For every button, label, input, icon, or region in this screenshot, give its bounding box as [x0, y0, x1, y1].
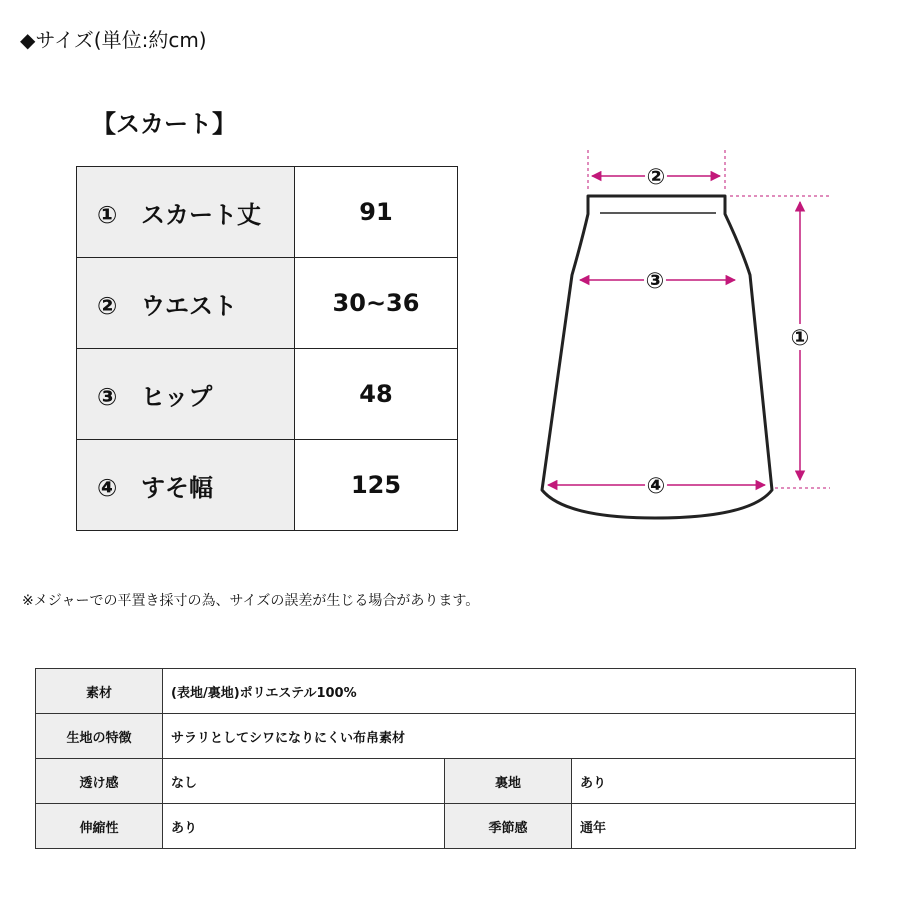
size-table [76, 166, 458, 531]
size-label-cell [77, 349, 295, 440]
material-label: 素材 [36, 669, 163, 714]
lining-label: 裏地 [445, 759, 572, 804]
size-number: ③ [97, 382, 118, 411]
size-label: すそ幅 [141, 473, 213, 502]
skirt-diagram [520, 140, 840, 530]
size-value: 30~36 [295, 258, 458, 349]
lining-value: あり [572, 759, 856, 804]
hip-marker: ③ [645, 269, 665, 294]
measurement-note: ※メジャーでの平置き採寸の為、サイズの誤差が生じる場合があります。 [22, 593, 480, 609]
size-number: ① [97, 200, 118, 229]
info-row [36, 804, 856, 849]
size-row [77, 349, 458, 440]
season-value: 通年 [572, 804, 856, 849]
page-heading: ◆サイズ(単位:約cm) [20, 28, 207, 52]
size-number: ④ [97, 473, 118, 502]
waist-marker: ② [646, 165, 666, 190]
size-label: ウエスト [141, 291, 237, 320]
stretch-label: 伸縮性 [36, 804, 163, 849]
length-marker: ① [790, 326, 810, 351]
size-value: 91 [295, 167, 458, 258]
material-value: (表地/裏地)ポリエステル100% [163, 669, 856, 714]
info-table [35, 668, 856, 849]
size-label-cell [77, 258, 295, 349]
size-row [77, 167, 458, 258]
size-value: 125 [295, 440, 458, 531]
info-row [36, 714, 856, 759]
size-number: ② [97, 291, 118, 320]
info-row [36, 759, 856, 804]
hem-marker: ④ [646, 474, 666, 499]
stretch-value: あり [163, 804, 445, 849]
info-row [36, 669, 856, 714]
texture-label: 生地の特徴 [36, 714, 163, 759]
skirt-outline [542, 196, 772, 518]
size-row [77, 258, 458, 349]
section-title: 【スカート】 [92, 110, 236, 138]
season-label: 季節感 [445, 804, 572, 849]
size-label-cell [77, 440, 295, 531]
texture-value: サラリとしてシワになりにくい布帛素材 [163, 714, 856, 759]
size-row [77, 440, 458, 531]
sheer-label: 透け感 [36, 759, 163, 804]
size-value: 48 [295, 349, 458, 440]
size-label: スカート丈 [141, 200, 261, 229]
size-label: ヒップ [141, 382, 213, 411]
size-label-cell [77, 167, 295, 258]
sheer-value: なし [163, 759, 445, 804]
